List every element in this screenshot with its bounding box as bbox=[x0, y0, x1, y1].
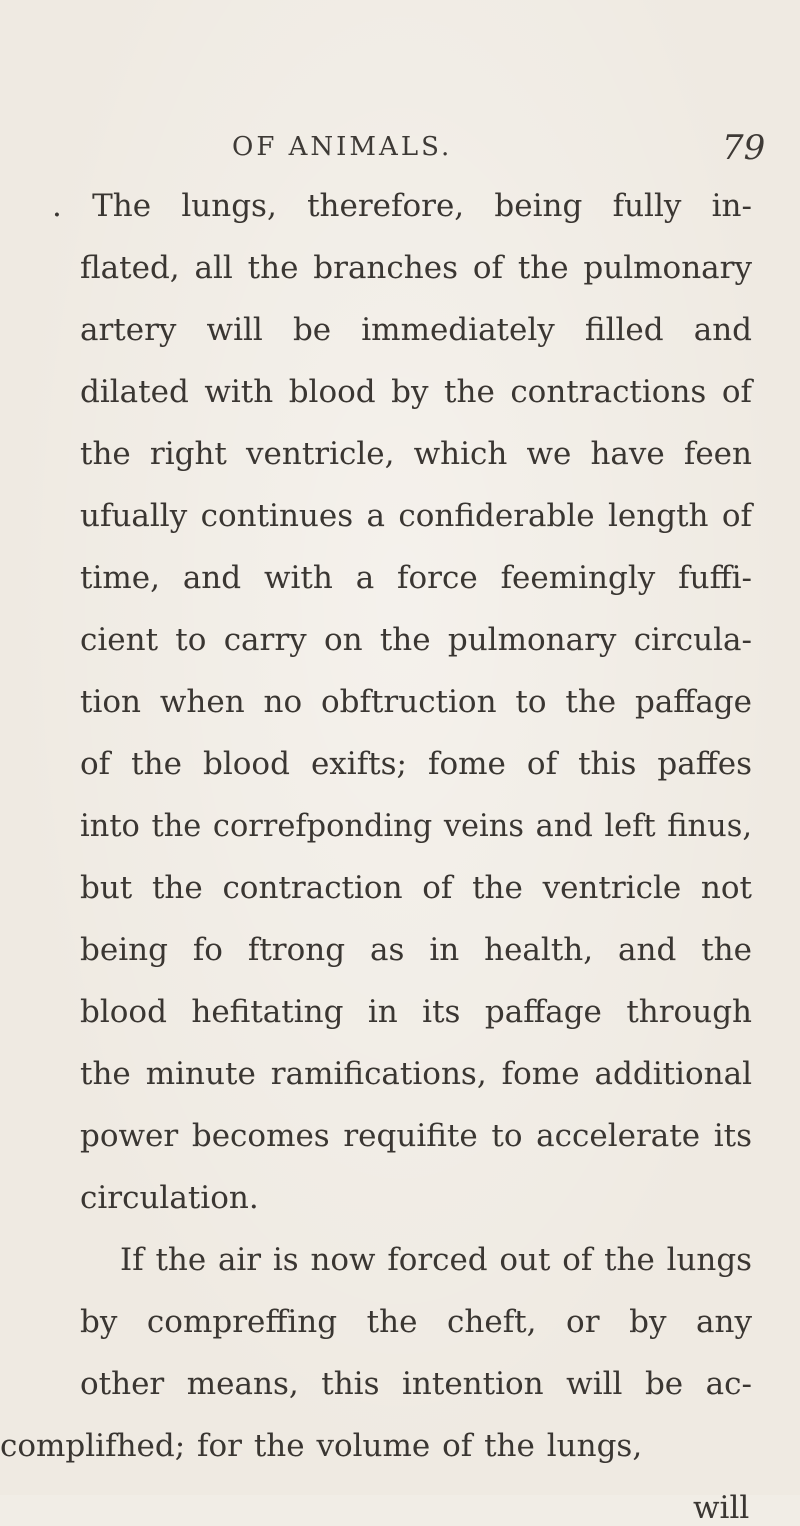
text-line: flated, all the branches of the pulmonary bbox=[80, 250, 752, 286]
text-line: other means, this intention will be ac- bbox=[80, 1366, 752, 1402]
text-line: but the contraction of the ventricle not bbox=[80, 870, 752, 906]
text-line: blood hefitating in its paffage through bbox=[80, 994, 752, 1030]
catchword: will bbox=[693, 1490, 750, 1526]
text-line: power becomes requifite to accelerate its bbox=[80, 1118, 752, 1154]
text-line: If the air is now forced out of the lungs bbox=[120, 1242, 752, 1278]
text-line: the right ventricle, which we have feen bbox=[80, 436, 752, 472]
running-title: OF ANIMALS. bbox=[232, 132, 453, 162]
text-line: ufually continues a confiderable length of bbox=[80, 498, 752, 534]
text-line: time, and with a force feemingly fuffi- bbox=[80, 560, 752, 596]
text-line: cient to carry on the pulmonary circula- bbox=[80, 622, 752, 658]
text-line: artery will be immediately filled and bbox=[80, 312, 752, 348]
text-line: by compreffing the cheft, or by any bbox=[80, 1304, 752, 1340]
text-line: the minute ramifications, fome additional bbox=[80, 1056, 752, 1092]
text-line: dilated with blood by the contractions of bbox=[80, 374, 752, 410]
text-line: being fo ftrong as in health, and the bbox=[80, 932, 752, 968]
text-line: . The lungs, therefore, being fully in- bbox=[52, 188, 752, 224]
text-line: of the blood exifts; fome of this paffes bbox=[80, 746, 752, 782]
text-line: circulation. bbox=[80, 1180, 259, 1216]
text-line: tion when no obftruction to the paffage bbox=[80, 684, 752, 720]
text-line: complifhed; for the volume of the lungs, bbox=[0, 1428, 643, 1464]
page-number: 79 bbox=[722, 128, 766, 168]
page-header bbox=[0, 128, 800, 178]
text-line: into the correfponding veins and left finus, bbox=[80, 808, 752, 844]
